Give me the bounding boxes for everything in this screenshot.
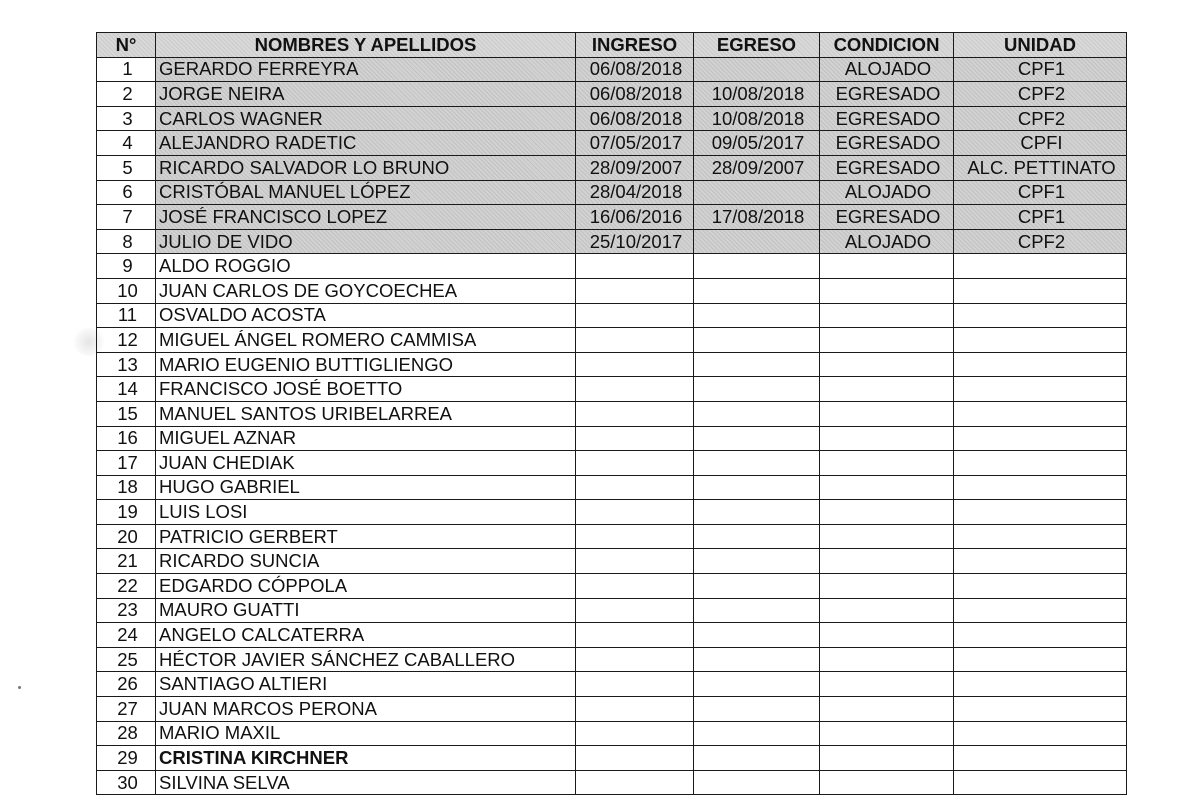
row-egreso bbox=[694, 500, 820, 525]
row-unidad: CPF1 bbox=[954, 205, 1127, 230]
row-unidad bbox=[954, 278, 1127, 303]
row-egreso: 10/08/2018 bbox=[694, 106, 820, 131]
row-number: 10 bbox=[97, 278, 156, 303]
row-condicion: ALOJADO bbox=[820, 229, 954, 254]
header-number: N° bbox=[97, 33, 156, 58]
row-number: 27 bbox=[97, 697, 156, 722]
row-unidad bbox=[954, 770, 1127, 795]
row-condicion bbox=[820, 623, 954, 648]
row-name: JUAN CHEDIAK bbox=[156, 451, 576, 476]
row-name: ALDO ROGGIO bbox=[156, 254, 576, 279]
table-row bbox=[97, 598, 1127, 623]
table-row bbox=[97, 254, 1127, 279]
row-condicion bbox=[820, 451, 954, 476]
row-ingreso bbox=[576, 746, 694, 771]
row-condicion bbox=[820, 328, 954, 353]
row-unidad bbox=[954, 574, 1127, 599]
row-egreso bbox=[694, 451, 820, 476]
row-condicion bbox=[820, 746, 954, 771]
row-unidad bbox=[954, 475, 1127, 500]
row-ingreso: 25/10/2017 bbox=[576, 229, 694, 254]
row-name: ANGELO CALCATERRA bbox=[156, 623, 576, 648]
row-ingreso: 16/06/2016 bbox=[576, 205, 694, 230]
row-number: 13 bbox=[97, 352, 156, 377]
table-row bbox=[97, 672, 1127, 697]
row-unidad bbox=[954, 426, 1127, 451]
row-ingreso: 06/08/2018 bbox=[576, 57, 694, 82]
header-ingreso: INGRESO bbox=[576, 33, 694, 58]
row-number: 6 bbox=[97, 180, 156, 205]
row-ingreso bbox=[576, 278, 694, 303]
row-condicion: ALOJADO bbox=[820, 57, 954, 82]
row-condicion bbox=[820, 721, 954, 746]
row-number: 22 bbox=[97, 574, 156, 599]
row-egreso bbox=[694, 672, 820, 697]
table-row bbox=[97, 57, 1127, 82]
row-name: EDGARDO CÓPPOLA bbox=[156, 574, 576, 599]
row-unidad bbox=[954, 746, 1127, 771]
table-row bbox=[97, 451, 1127, 476]
table-row bbox=[97, 352, 1127, 377]
row-unidad bbox=[954, 303, 1127, 328]
row-egreso bbox=[694, 770, 820, 795]
row-egreso bbox=[694, 475, 820, 500]
row-condicion: EGRESADO bbox=[820, 205, 954, 230]
row-number: 21 bbox=[97, 549, 156, 574]
row-name: LUIS LOSI bbox=[156, 500, 576, 525]
row-name: RICARDO SALVADOR LO BRUNO bbox=[156, 155, 576, 180]
row-egreso bbox=[694, 598, 820, 623]
table-row bbox=[97, 205, 1127, 230]
row-unidad bbox=[954, 598, 1127, 623]
header-egreso: EGRESO bbox=[694, 33, 820, 58]
row-ingreso bbox=[576, 770, 694, 795]
row-name: MIGUEL AZNAR bbox=[156, 426, 576, 451]
row-ingreso bbox=[576, 672, 694, 697]
row-name: MANUEL SANTOS URIBELARREA bbox=[156, 401, 576, 426]
row-egreso: 09/05/2017 bbox=[694, 131, 820, 156]
row-egreso bbox=[694, 524, 820, 549]
row-ingreso bbox=[576, 500, 694, 525]
row-ingreso: 06/08/2018 bbox=[576, 82, 694, 107]
row-unidad bbox=[954, 672, 1127, 697]
row-egreso: 28/09/2007 bbox=[694, 155, 820, 180]
scan-speck bbox=[18, 686, 21, 689]
row-name: FRANCISCO JOSÉ BOETTO bbox=[156, 377, 576, 402]
row-egreso bbox=[694, 549, 820, 574]
row-name: MARIO MAXIL bbox=[156, 721, 576, 746]
row-ingreso bbox=[576, 598, 694, 623]
row-condicion: EGRESADO bbox=[820, 131, 954, 156]
row-number: 19 bbox=[97, 500, 156, 525]
row-name: CARLOS WAGNER bbox=[156, 106, 576, 131]
table-body bbox=[97, 57, 1127, 795]
row-ingreso bbox=[576, 574, 694, 599]
row-name: JOSÉ FRANCISCO LOPEZ bbox=[156, 205, 576, 230]
table-row bbox=[97, 746, 1127, 771]
table-row bbox=[97, 106, 1127, 131]
row-number: 15 bbox=[97, 401, 156, 426]
row-name: HÉCTOR JAVIER SÁNCHEZ CABALLERO bbox=[156, 647, 576, 672]
row-condicion bbox=[820, 401, 954, 426]
row-ingreso: 07/05/2017 bbox=[576, 131, 694, 156]
row-number: 11 bbox=[97, 303, 156, 328]
row-name: CRISTINA KIRCHNER bbox=[156, 746, 576, 771]
row-condicion: EGRESADO bbox=[820, 82, 954, 107]
table-row bbox=[97, 524, 1127, 549]
row-number: 25 bbox=[97, 647, 156, 672]
row-unidad bbox=[954, 254, 1127, 279]
row-unidad bbox=[954, 524, 1127, 549]
row-number: 12 bbox=[97, 328, 156, 353]
row-unidad bbox=[954, 328, 1127, 353]
row-ingreso bbox=[576, 377, 694, 402]
row-name: MARIO EUGENIO BUTTIGLIENGO bbox=[156, 352, 576, 377]
row-number: 1 bbox=[97, 57, 156, 82]
table-row bbox=[97, 328, 1127, 353]
row-number: 2 bbox=[97, 82, 156, 107]
row-egreso bbox=[694, 229, 820, 254]
row-ingreso bbox=[576, 549, 694, 574]
row-name: GERARDO FERREYRA bbox=[156, 57, 576, 82]
row-unidad bbox=[954, 623, 1127, 648]
row-name: JUAN MARCOS PERONA bbox=[156, 697, 576, 722]
row-number: 17 bbox=[97, 451, 156, 476]
table-row bbox=[97, 697, 1127, 722]
detainee-table bbox=[96, 32, 1127, 795]
row-condicion bbox=[820, 770, 954, 795]
table-row bbox=[97, 500, 1127, 525]
row-unidad bbox=[954, 697, 1127, 722]
table-row bbox=[97, 278, 1127, 303]
row-name: SANTIAGO ALTIERI bbox=[156, 672, 576, 697]
row-egreso bbox=[694, 647, 820, 672]
row-number: 29 bbox=[97, 746, 156, 771]
row-condicion bbox=[820, 352, 954, 377]
row-ingreso bbox=[576, 254, 694, 279]
row-egreso bbox=[694, 721, 820, 746]
row-number: 9 bbox=[97, 254, 156, 279]
row-egreso bbox=[694, 377, 820, 402]
row-number: 24 bbox=[97, 623, 156, 648]
row-ingreso: 28/04/2018 bbox=[576, 180, 694, 205]
row-name: PATRICIO GERBERT bbox=[156, 524, 576, 549]
table-row bbox=[97, 180, 1127, 205]
row-unidad: CPF2 bbox=[954, 229, 1127, 254]
row-egreso bbox=[694, 426, 820, 451]
row-egreso bbox=[694, 180, 820, 205]
row-unidad bbox=[954, 500, 1127, 525]
table-row bbox=[97, 155, 1127, 180]
row-name: ALEJANDRO RADETIC bbox=[156, 131, 576, 156]
row-number: 26 bbox=[97, 672, 156, 697]
row-egreso bbox=[694, 328, 820, 353]
table-row bbox=[97, 574, 1127, 599]
row-unidad: ALC. PETTINATO bbox=[954, 155, 1127, 180]
row-condicion bbox=[820, 500, 954, 525]
row-unidad bbox=[954, 352, 1127, 377]
table-row bbox=[97, 721, 1127, 746]
row-egreso bbox=[694, 254, 820, 279]
row-name: JUAN CARLOS DE GOYCOECHEA bbox=[156, 278, 576, 303]
row-name: SILVINA SELVA bbox=[156, 770, 576, 795]
row-condicion bbox=[820, 475, 954, 500]
table-row bbox=[97, 770, 1127, 795]
row-number: 16 bbox=[97, 426, 156, 451]
row-number: 23 bbox=[97, 598, 156, 623]
row-ingreso bbox=[576, 328, 694, 353]
row-egreso bbox=[694, 401, 820, 426]
row-egreso bbox=[694, 697, 820, 722]
row-number: 14 bbox=[97, 377, 156, 402]
row-ingreso bbox=[576, 721, 694, 746]
row-condicion bbox=[820, 647, 954, 672]
row-condicion bbox=[820, 426, 954, 451]
row-egreso bbox=[694, 278, 820, 303]
row-number: 30 bbox=[97, 770, 156, 795]
row-unidad bbox=[954, 401, 1127, 426]
row-condicion: EGRESADO bbox=[820, 106, 954, 131]
table-row bbox=[97, 426, 1127, 451]
row-name: MAURO GUATTI bbox=[156, 598, 576, 623]
row-number: 8 bbox=[97, 229, 156, 254]
table-row bbox=[97, 303, 1127, 328]
row-number: 3 bbox=[97, 106, 156, 131]
row-egreso bbox=[694, 746, 820, 771]
row-ingreso bbox=[576, 623, 694, 648]
row-condicion bbox=[820, 598, 954, 623]
header-condicion: CONDICION bbox=[820, 33, 954, 58]
row-number: 7 bbox=[97, 205, 156, 230]
row-unidad bbox=[954, 549, 1127, 574]
row-ingreso bbox=[576, 475, 694, 500]
row-name: HUGO GABRIEL bbox=[156, 475, 576, 500]
row-condicion bbox=[820, 524, 954, 549]
row-ingreso bbox=[576, 303, 694, 328]
row-ingreso: 06/08/2018 bbox=[576, 106, 694, 131]
row-number: 5 bbox=[97, 155, 156, 180]
row-number: 28 bbox=[97, 721, 156, 746]
row-condicion bbox=[820, 254, 954, 279]
row-ingreso bbox=[576, 401, 694, 426]
table-row bbox=[97, 647, 1127, 672]
row-ingreso bbox=[576, 524, 694, 549]
table-row bbox=[97, 549, 1127, 574]
row-unidad: CPF1 bbox=[954, 57, 1127, 82]
row-unidad bbox=[954, 721, 1127, 746]
row-name: RICARDO SUNCIA bbox=[156, 549, 576, 574]
row-egreso: 10/08/2018 bbox=[694, 82, 820, 107]
table-row bbox=[97, 82, 1127, 107]
row-name: OSVALDO ACOSTA bbox=[156, 303, 576, 328]
table-row bbox=[97, 475, 1127, 500]
header-names: NOMBRES Y APELLIDOS bbox=[156, 33, 576, 58]
row-number: 18 bbox=[97, 475, 156, 500]
row-name: CRISTÓBAL MANUEL LÓPEZ bbox=[156, 180, 576, 205]
row-egreso bbox=[694, 623, 820, 648]
row-unidad: CPF2 bbox=[954, 106, 1127, 131]
row-ingreso bbox=[576, 426, 694, 451]
header-unidad: UNIDAD bbox=[954, 33, 1127, 58]
row-condicion: ALOJADO bbox=[820, 180, 954, 205]
row-egreso bbox=[694, 303, 820, 328]
row-condicion bbox=[820, 697, 954, 722]
row-condicion bbox=[820, 549, 954, 574]
table-row bbox=[97, 131, 1127, 156]
row-condicion bbox=[820, 303, 954, 328]
row-name: JULIO DE VIDO bbox=[156, 229, 576, 254]
row-condicion: EGRESADO bbox=[820, 155, 954, 180]
row-unidad bbox=[954, 647, 1127, 672]
row-unidad bbox=[954, 377, 1127, 402]
row-egreso bbox=[694, 574, 820, 599]
header-row bbox=[97, 33, 1127, 58]
row-egreso: 17/08/2018 bbox=[694, 205, 820, 230]
row-ingreso: 28/09/2007 bbox=[576, 155, 694, 180]
row-number: 20 bbox=[97, 524, 156, 549]
row-condicion bbox=[820, 278, 954, 303]
row-ingreso bbox=[576, 697, 694, 722]
row-name: MIGUEL ÁNGEL ROMERO CAMMISA bbox=[156, 328, 576, 353]
table-row bbox=[97, 377, 1127, 402]
row-ingreso bbox=[576, 451, 694, 476]
row-ingreso bbox=[576, 647, 694, 672]
table-row bbox=[97, 401, 1127, 426]
table-row bbox=[97, 229, 1127, 254]
row-condicion bbox=[820, 672, 954, 697]
row-unidad: CPFI bbox=[954, 131, 1127, 156]
row-unidad: CPF2 bbox=[954, 82, 1127, 107]
row-unidad bbox=[954, 451, 1127, 476]
row-ingreso bbox=[576, 352, 694, 377]
row-number: 4 bbox=[97, 131, 156, 156]
row-egreso bbox=[694, 57, 820, 82]
row-name: JORGE NEIRA bbox=[156, 82, 576, 107]
row-unidad: CPF1 bbox=[954, 180, 1127, 205]
row-condicion bbox=[820, 377, 954, 402]
row-condicion bbox=[820, 574, 954, 599]
table-row bbox=[97, 623, 1127, 648]
row-egreso bbox=[694, 352, 820, 377]
